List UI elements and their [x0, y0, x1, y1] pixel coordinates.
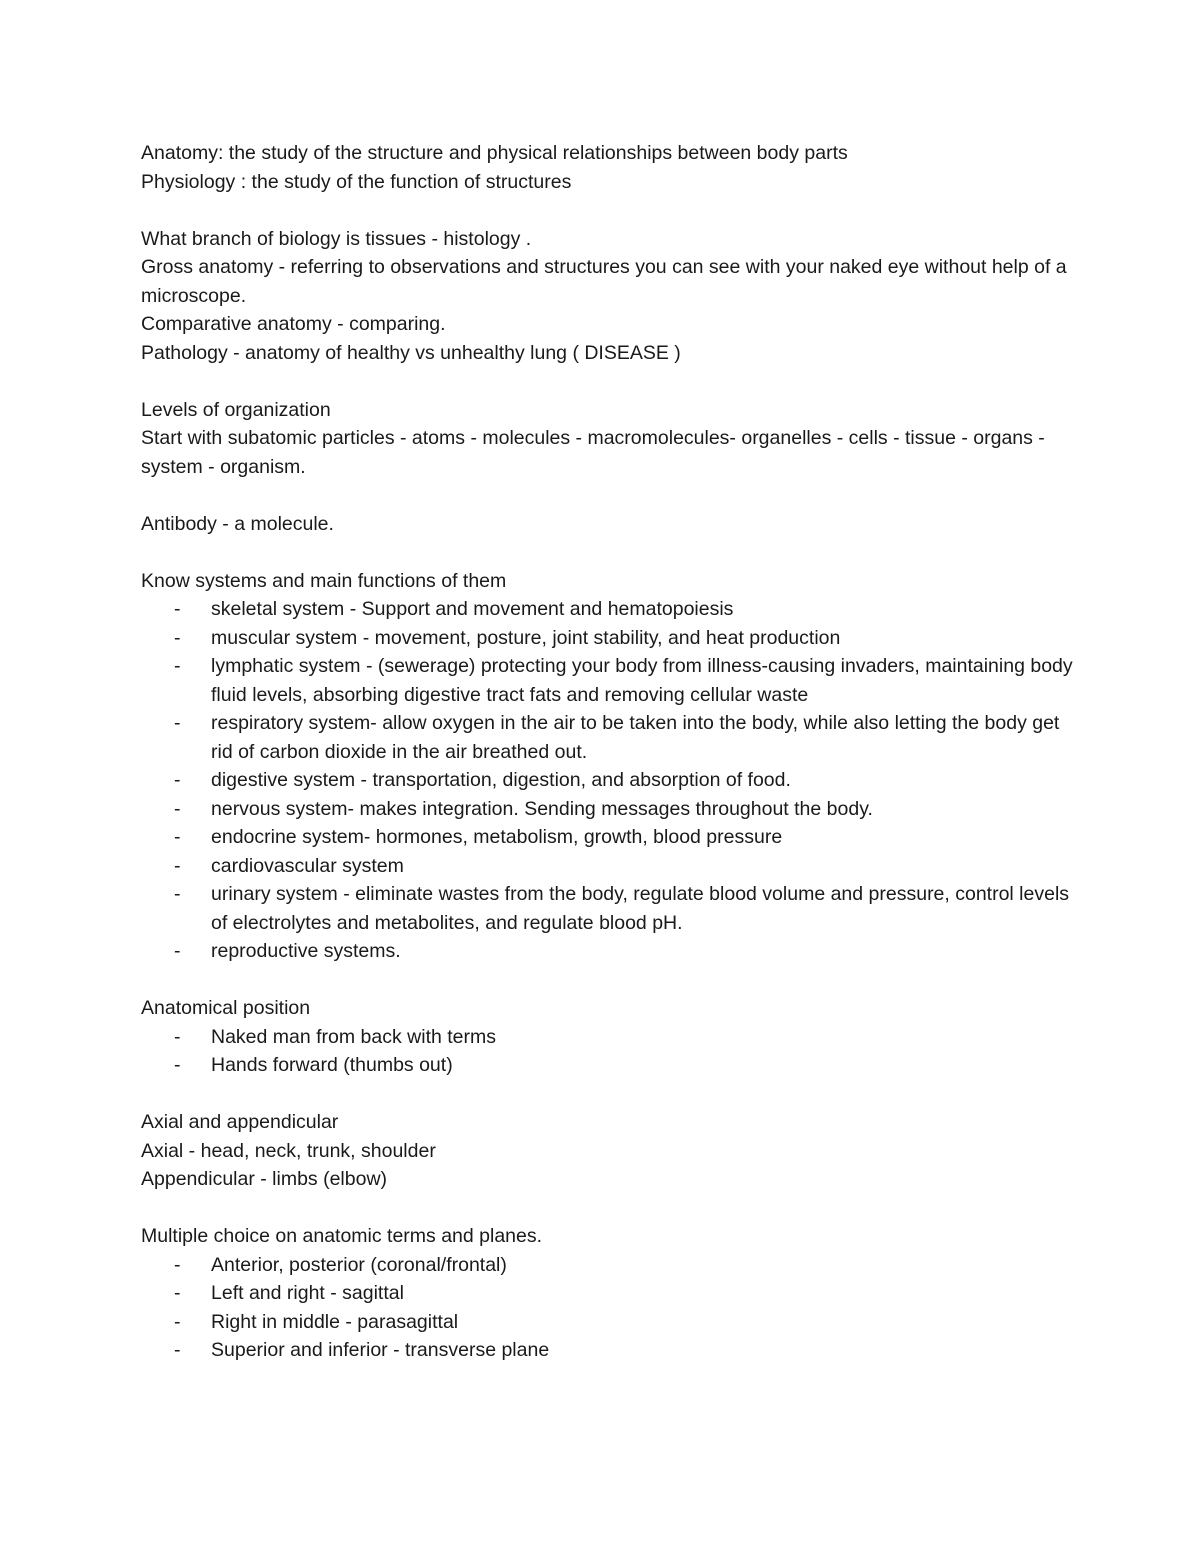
spacer	[141, 481, 1081, 510]
dash-bullet: -	[174, 797, 181, 820]
list-item	[141, 595, 1081, 624]
anatomy-definition: Anatomy: the study of the structure and physical relationships between body parts	[141, 142, 848, 164]
list-item	[141, 766, 1081, 795]
spacer	[141, 1080, 1081, 1109]
dash-bullet: -	[174, 854, 181, 877]
dash-bullet: -	[174, 712, 181, 734]
dash-bullet: -	[174, 1253, 181, 1276]
dash-bullet: -	[174, 1310, 181, 1333]
list-item-text: cardiovascular system	[211, 854, 404, 877]
levels-text: Start with subatomic particles - atoms - molecules - macromolecules- organelles - cells - tissue - organs - system - organism.	[141, 427, 1045, 478]
spacer	[141, 196, 1081, 225]
list-item-text: endocrine system- hormones, metabolism, growth, blood pressure	[211, 826, 783, 848]
list-item-text: digestive system - transportation, digestion, and absorption of food.	[211, 769, 791, 791]
list-item-text: Superior and inferior - transverse plane	[211, 1339, 550, 1361]
axial-line: Axial - head, neck, trunk, shoulder	[141, 1139, 436, 1162]
spacer	[141, 1194, 1081, 1223]
dash-bullet: -	[174, 883, 181, 905]
document-page	[141, 139, 1081, 1365]
position-heading: Anatomical position	[141, 997, 311, 1019]
list-item	[141, 795, 1081, 824]
list-item	[141, 1023, 1081, 1052]
list-item	[141, 937, 1081, 966]
dash-bullet: -	[174, 1025, 181, 1048]
list-item-text: Right in middle - parasagittal	[211, 1310, 459, 1333]
list-item	[141, 624, 1081, 653]
pathology-line: Pathology - anatomy of healthy vs unhealthy lung ( DISEASE )	[141, 341, 681, 364]
gross-anatomy-line: Gross anatomy - referring to observations and structures you can see with your naked eye without help of a microscope.	[141, 256, 1067, 307]
antibody-line: Antibody - a molecule.	[141, 512, 334, 535]
dash-bullet: -	[174, 769, 181, 791]
list-item-text: respiratory system- allow oxygen in the air to be taken into the body, while also letting the body get rid of carbon dioxide in the air breathed out.	[211, 712, 1060, 763]
dash-bullet: -	[174, 826, 181, 848]
list-item	[141, 1051, 1081, 1080]
axial-heading: Axial and appendicular	[141, 1111, 339, 1133]
list-item	[141, 852, 1081, 881]
systems-heading: Know systems and main functions of them	[141, 569, 507, 592]
list-item-text: urinary system - eliminate wastes from the body, regulate blood volume and pressure, control levels of electrolytes and metabolites, and regulate blood pH.	[211, 883, 1070, 934]
dash-bullet: -	[174, 940, 181, 962]
list-item-text: nervous system- makes integration. Sending messages throughout the body.	[211, 797, 873, 820]
dash-bullet: -	[174, 1054, 181, 1076]
list-item	[141, 1336, 1081, 1365]
appendicular-line: Appendicular - limbs (elbow)	[141, 1168, 388, 1190]
list-item-text: Hands forward (thumbs out)	[211, 1054, 453, 1076]
spacer	[141, 538, 1081, 567]
dash-bullet: -	[174, 655, 181, 677]
planes-heading: Multiple choice on anatomic terms and planes.	[141, 1225, 543, 1247]
dash-bullet: -	[174, 1282, 181, 1304]
list-item	[141, 1308, 1081, 1337]
comparative-anatomy-line: Comparative anatomy - comparing.	[141, 313, 446, 335]
dash-bullet: -	[174, 1339, 181, 1361]
list-item	[141, 652, 1081, 709]
list-item-text: Anterior, posterior (coronal/frontal)	[211, 1253, 507, 1276]
list-item-text: Left and right - sagittal	[211, 1282, 404, 1304]
levels-heading: Levels of organization	[141, 398, 331, 421]
list-item	[141, 1279, 1081, 1308]
dash-bullet: -	[174, 626, 181, 649]
list-item-text: lymphatic system - (sewerage) protecting your body from illness-causing invaders, maintaining body fluid levels, absorbing digestive tract fats and removing cellular waste	[211, 655, 1073, 706]
spacer	[141, 367, 1081, 396]
planes-list	[141, 1251, 1081, 1365]
physiology-definition: Physiology : the study of the function of structures	[141, 170, 572, 193]
list-item	[141, 709, 1081, 766]
list-item	[141, 880, 1081, 937]
histology-line: What branch of biology is tissues - histology .	[141, 227, 532, 250]
dash-bullet: -	[174, 598, 181, 620]
spacer	[141, 966, 1081, 995]
list-item	[141, 823, 1081, 852]
list-item-text: Naked man from back with terms	[211, 1025, 497, 1048]
list-item-text: muscular system - movement, posture, joint stability, and heat production	[211, 626, 841, 649]
list-item	[141, 1251, 1081, 1280]
position-list	[141, 1023, 1081, 1080]
list-item-text: skeletal system - Support and movement and hematopoiesis	[211, 598, 734, 620]
list-item-text: reproductive systems.	[211, 940, 401, 962]
systems-list	[141, 595, 1081, 966]
